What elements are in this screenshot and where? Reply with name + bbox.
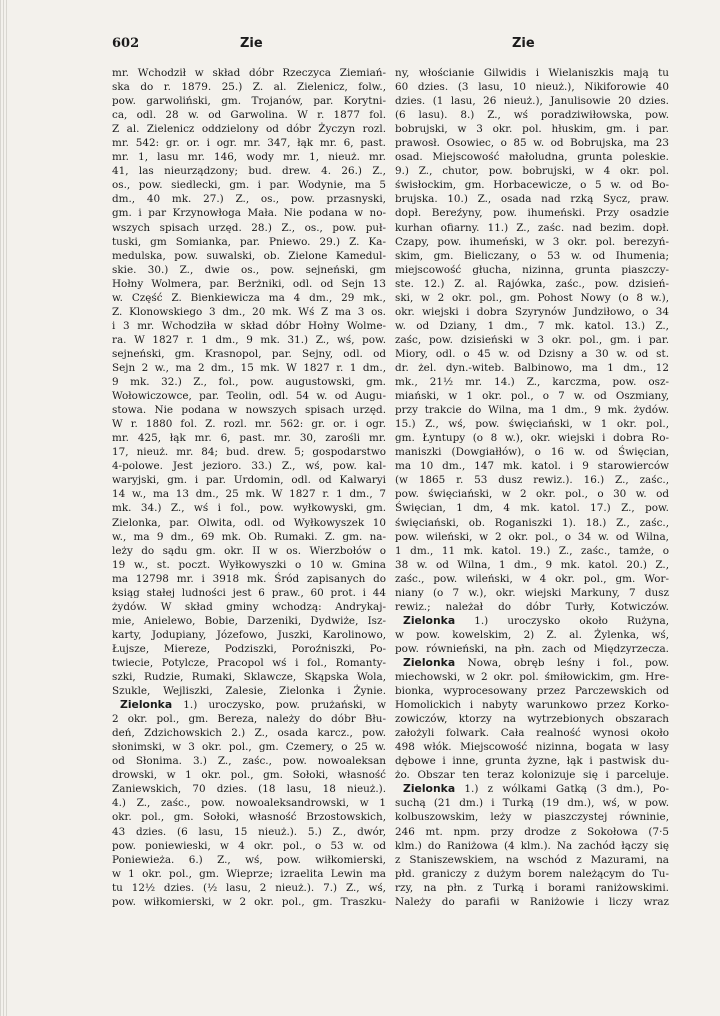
text-line: 15.) Z., wś, pow. święciański, w 1 okr. pol., (395, 418, 669, 431)
entry-start-line: Zielonka 1.) uroczysko, pow. prużański, w (120, 698, 386, 712)
text-line: waryjski, gm. i par. Urdomin, odl. od Kalwaryi (112, 474, 386, 487)
text-line: pow. wileński, w 2 okr. pol., o 34 w. od Wilna, (395, 530, 669, 543)
text-line: maniszki (Dowgiałłów), o 16 w. od Święcian, (395, 446, 669, 459)
text-line: żydów. W skład gminy wchodzą: Andrykaj- (112, 600, 386, 613)
text-line: 38 w. od Wilna, 1 dm., 9 mk. katol. 20.) Z., (395, 558, 669, 571)
text-line: ski, w 2 okr. pol., gm. Pohost Nowy (o 8 w.), (395, 291, 669, 304)
text-column-left (112, 66, 386, 909)
text-line: pow. garwoliński, gm. Trojanów, par. Korytni- (112, 95, 386, 108)
text-line: przy trakcie do Wilna, ma 1 dm., 9 mk. żydów. (395, 404, 669, 417)
text-line: ny, włościanie Gilwidis i Wielaniszkis mają tu (395, 67, 669, 79)
text-line: szki, Rudzie, Rumaki, Sklawcze, Skąpska Wola, (112, 671, 386, 684)
text-line: skim, gm. Bieliczany, o 53 w. od Ihumenia; (395, 249, 669, 262)
text-line: karty, Jodupiany, Józefowo, Juszki, Karolinowo, (112, 628, 386, 641)
text-line: miański, w 1 okr. pol., o 7 w. od Oszmiany, (395, 390, 669, 403)
text-line: mr. 425, łąk mr. 6, past. mr. 30, zarośli mr. (112, 432, 386, 445)
text-line: płd. graniczy z dużym borem należącym do Tu- (395, 867, 669, 880)
text-line: Z. Klonowskiego 3 dm., 20 mk. Wś Z ma 3 os. (112, 305, 386, 318)
text-line: W r. 1880 fol. Z. rozl. mr. 562: gr. or. i ogr. (112, 418, 386, 431)
text-line: w. Część Z. Bienkiewicza ma 4 dm., 29 mk., (112, 291, 386, 304)
text-line: Należy do parafii w Raniżowie i liczy wraz (395, 895, 669, 908)
text-line: wszych spisach urzęd. 28.) Z., os., pow. puł- (112, 221, 386, 234)
text-line: mk., 21½ mr. 14.) Z., karczma, pow. osz- (395, 376, 669, 389)
text-line: bionka, wyprocesowany przez Parczewskich od (395, 685, 669, 698)
text-line: 498 włók. Miejscowość nizinna, bogata w lasy (395, 741, 669, 754)
text-line: ca, odl. 28 w. od Garwolina. W r. 1877 fol. (112, 109, 386, 122)
text-line: 43 dzies. (6 lasu, 15 nieuż.). 5.) Z., dwór, (112, 825, 386, 838)
text-line: świsłockim, gm. Horbacewicze, o 5 w. od Bo- (395, 179, 669, 192)
entry-start-line: Zielonka 1.) uroczysko około Rużyna, (403, 613, 669, 627)
text-line: kolbuszowskim, leży w piaszczystej równinie, (395, 811, 669, 824)
text-line: od Słonima. 3.) Z., zaśc., pow. nowoaleksan (112, 755, 386, 768)
running-headword-right: Zie (512, 36, 535, 51)
text-line: dopł. Bereźyny, pow. ihumeński. Przy osadzie (395, 207, 669, 220)
text-line: leży do sądu gm. okr. II w os. Wierzbołów o (112, 544, 386, 557)
text-line: Z al. Zielenicz oddzielony od dóbr Życzyn rozl. (112, 123, 386, 136)
page-header (112, 36, 672, 56)
running-headword-left: Zie (240, 36, 263, 51)
text-line: Łujsze, Miereze, Podziszki, Poroźniszki, Po- (112, 642, 386, 655)
text-line: rzy, na płn. z Turką i borami raniżowskimi. (395, 881, 669, 894)
text-line: i 3 mr. Wchodziła w skład dóbr Hołny Wolme- (112, 319, 386, 332)
text-line: Hołny Wolmera, par. Berżniki, odl. od Sejn 13 (112, 277, 386, 290)
text-line: suchą (21 dm.) i Turką (19 dm.), wś, w pow. (395, 797, 669, 810)
text-line: ste. 12.) Z. al. Rajówka, zaśc., pow. dzisień- (395, 277, 669, 290)
text-line: w., ma 9 dm., 69 mk. Ob. Rumaki. Z. gm. na- (112, 530, 386, 543)
text-line: Czapy, pow. ihumeński, w 3 okr. pol. berezyń- (395, 235, 669, 248)
text-line: medulska, pow. suwalski, ob. Zielone Kamedul- (112, 249, 386, 262)
text-line: 1 dm., 11 mk. katol. 19.) Z., zaśc., tamże, o (395, 544, 669, 557)
text-line: prawosł. Osowiec, o 85 w. od Bobrujska, ma 23 (395, 137, 669, 150)
text-line: Zaniewskich, 70 dzies. (18 lasu, 18 nieuż.). (112, 783, 386, 796)
text-line: (6 lasu). 8.) Z., wś poradziwiłowska, pow. (395, 109, 669, 122)
text-line: 2 okr. pol., gm. Bereza, należy do dóbr Błu- (112, 713, 386, 726)
text-line: osad. Miejscowość małoludna, grunta poleskie. (395, 151, 669, 164)
text-line: twiecie, Potylcze, Pracopol wś i fol., Romanty- (112, 656, 386, 669)
text-line: w 1 okr. pol., gm. Wieprze; izraelita Lewin ma (112, 867, 386, 880)
text-line: niany (o 7 w.), okr. wiejski Markuny, 7 dusz (395, 586, 669, 599)
text-line: pow. święciański, w 2 okr. pol., o 30 w. od (395, 488, 669, 501)
text-line: mr. 1, lasu mr. 146, wody mr. 1, nieuż. mr. (112, 151, 386, 164)
text-line: deń, Zdzichowskich 2.) Z., osada karcz., pow. (112, 727, 386, 740)
text-line: 19 w., st. poczt. Wyłkowyszki o 10 w. Gmina (112, 558, 386, 571)
text-line: w pow. kowelskim, 2) Z. al. Żylenka, wś, (395, 628, 669, 641)
text-line: słonimski, w 3 okr. pol., gm. Czemery, o 25 w. (112, 741, 386, 754)
text-line: w. od Dziany, 1 dm., 7 mk. katol. 13.) Z., (395, 319, 669, 332)
text-line: 4-polowe. Jest jezioro. 33.) Z., wś, pow. kal- (112, 460, 386, 473)
text-line: 17, nieuż. mr. 84; bud. drew. 5; gospodarstwo (112, 446, 386, 459)
text-line: 14 w., ma 13 dm., 25 mk. W 1827 r. 1 dm., 7 (112, 488, 386, 501)
text-line: ra. W 1827 r. 1 dm., 9 mk. 31.) Z., wś, pow. (112, 333, 386, 346)
entry-headword: Zielonka (403, 613, 456, 627)
text-line: założyli folwark. Cała realność wynosi około (395, 727, 669, 740)
page-edge-shadow (0, 0, 8, 1016)
text-line: bobrujski, w 3 okr. pol. hłuskim, gm. i par. (395, 123, 669, 136)
text-line: okr. pol., gm. Sołoki, własność Brzostowskich, (112, 811, 386, 824)
text-line: tuski, gm Somianka, par. Pniewo. 29.) Z. Ka- (112, 235, 386, 248)
text-line: Poniewieża. 6.) Z., wś, pow. wiłkomierski, (112, 853, 386, 866)
text-line: klm.) do Raniżowa (4 klm.). Na zachód łączy się (395, 839, 669, 852)
text-line: dm., 40 mk. 27.) Z., os., pow. przasnyski, (112, 193, 386, 206)
text-line: miechowski, w 2 okr. pol. śmiłowickim, gm. Hre- (395, 671, 669, 684)
page-number: 602 (112, 36, 140, 51)
text-line: kurhan ofiarny. 11.) Z., zaśc. nad bezim. dopł. (395, 221, 669, 234)
text-line: 246 mt. npm. przy drodze z Sokołowa (7·5 (395, 825, 669, 838)
text-line: Szukle, Wejliszki, Zalesie, Zielonka i Żynie. (112, 685, 386, 698)
text-line: zaśc, pow. dzisieński w 3 okr. pol., gm. i par. (395, 333, 669, 346)
text-line: Sejn 2 w., ma 2 dm., 15 mk. W 1827 r. 1 dm., (112, 361, 386, 374)
text-line: dr. żel. dyn.-witeb. Balbinowo, ma 1 dm., 12 (395, 361, 669, 374)
text-line: drowski, w 1 okr. pol., gm. Sołoki, własność (112, 769, 386, 782)
text-line: ksiąg stałej ludności jest 6 praw., 60 prot. i 44 (112, 586, 386, 599)
text-line: stowa. Nie podana w nowszych spisach urzęd. (112, 404, 386, 417)
entry-headword: Zielonka (403, 782, 456, 796)
text-line: święciański, ob. Roganiszki 1). 18.) Z., zaśc., (395, 516, 669, 529)
text-line: mk. 34.) Z., wś i fol., pow. wyłkowyski, gm. (112, 502, 386, 515)
text-line: mr. 542: gr. or. i ogr. mr. 347, łąk mr. 6, past. (112, 137, 386, 150)
text-line: 9 mk. 32.) Z., fol., pow. augustowski, gm. (112, 376, 386, 389)
text-line: zaśc., pow. wileński, w 4 okr. pol., gm. Wor- (395, 572, 669, 585)
text-line: żo. Obszar ten teraz kolonizuje się i parceluje. (395, 769, 669, 782)
text-line: gm. Łyntupy (o 8 w.), okr. wiejski i dobra Ro- (395, 432, 669, 445)
text-line: tu 12½ dzies. (½ lasu, 2 nieuż.). 7.) Z., wś, (112, 881, 386, 894)
text-line: okr. wiejski i dobra Szyrynów Jundziłowo, o 34 (395, 305, 669, 318)
text-line: ma 10 dm., 147 mk. katol. i 9 starowierców (395, 460, 669, 473)
text-line: Homolickich i nabyty warunkowo przez Korko- (395, 699, 669, 712)
entry-headword: Zielonka (120, 698, 173, 712)
text-line: brujska. 10.) Z., osada nad rzką Sycz, praw. (395, 193, 669, 206)
text-line: pow. równieński, na płn. zach od Międzyrzecza. (395, 642, 669, 655)
text-line: mr. Wchodził w skład dóbr Rzeczyca Ziemiań- (112, 67, 386, 79)
text-line: mie, Anielewo, Bobie, Darzeniki, Dydwiże, Isz- (112, 614, 386, 627)
text-line: 41, las nieurządzony; bud. drew. 4. 26.) Z., (112, 165, 386, 178)
text-line: 4.) Z., zaśc., pow. nowoaleksandrowski, w 1 (112, 797, 386, 810)
entry-start-line: Zielonka Nowa, obręb leśny i fol., pow. (403, 655, 669, 669)
text-line: Wołowiczowce, par. Teolin, odl. 54 w. od Augu- (112, 390, 386, 403)
text-column-right (395, 66, 669, 909)
text-line: Święcian, 1 dm, 4 mk. katol. 17.) Z., pow. (395, 502, 669, 515)
text-line: Zielonka, par. Olwita, odl. od Wyłkowyszek 10 (112, 516, 386, 529)
text-line: (w 1865 r. 53 dusz rewiz.). 16.) Z., zaśc., (395, 474, 669, 487)
text-line: zowiczów, ktorzy na wytrzebionych obszarach (395, 713, 669, 726)
text-line: ma 12798 mr. i 3918 mk. Śród zapisanych do (112, 572, 386, 585)
entry-start-line: Zielonka 1.) z wólkami Gatką (3 dm.), Po- (403, 782, 669, 796)
text-line: 9.) Z., chutor, pow. bobrujski, w 4 okr. pol. (395, 165, 669, 178)
text-line: pow. poniewieski, w 4 okr. pol., o 53 w. od (112, 839, 386, 852)
text-line: ska do r. 1879. 25.) Z. al. Zielenicz, folw., (112, 81, 386, 94)
text-line: dzies. (1 lasu, 26 nieuż.), Janulisowie 20 dzies. (395, 95, 669, 108)
text-line: 60 dzies. (3 lasu, 10 nieuż.), Nikiforowie 40 (395, 81, 669, 94)
text-line: os., pow. siedlecki, gm. i par. Wodynie, ma 5 (112, 179, 386, 192)
text-line: pow. wiłkomierski, w 2 okr. pol., gm. Traszku- (112, 895, 386, 908)
text-line: dębowe i inne, grunta żyzne, łąk i pastwisk du- (395, 755, 669, 768)
entry-headword: Zielonka (403, 655, 456, 669)
text-line: miejscowość głucha, nizinna, grunta piaszczy- (395, 263, 669, 276)
text-line: skie. 30.) Z., dwie os., pow. sejneński, gm (112, 263, 386, 276)
text-line: gm. i par Krzynowłoga Mała. Nie podana w no- (112, 207, 386, 220)
text-line: Miory, odl. o 45 w. od Dzisny a 30 w. od st. (395, 347, 669, 360)
text-line: sejneński, gm. Krasnopol, par. Sejny, odl. od (112, 347, 386, 360)
text-line: rewiz.; należał do dóbr Turły, Kotwiczów. (395, 600, 669, 613)
text-line: z Staniszewskiem, na wschód z Mazurami, na (395, 853, 669, 866)
